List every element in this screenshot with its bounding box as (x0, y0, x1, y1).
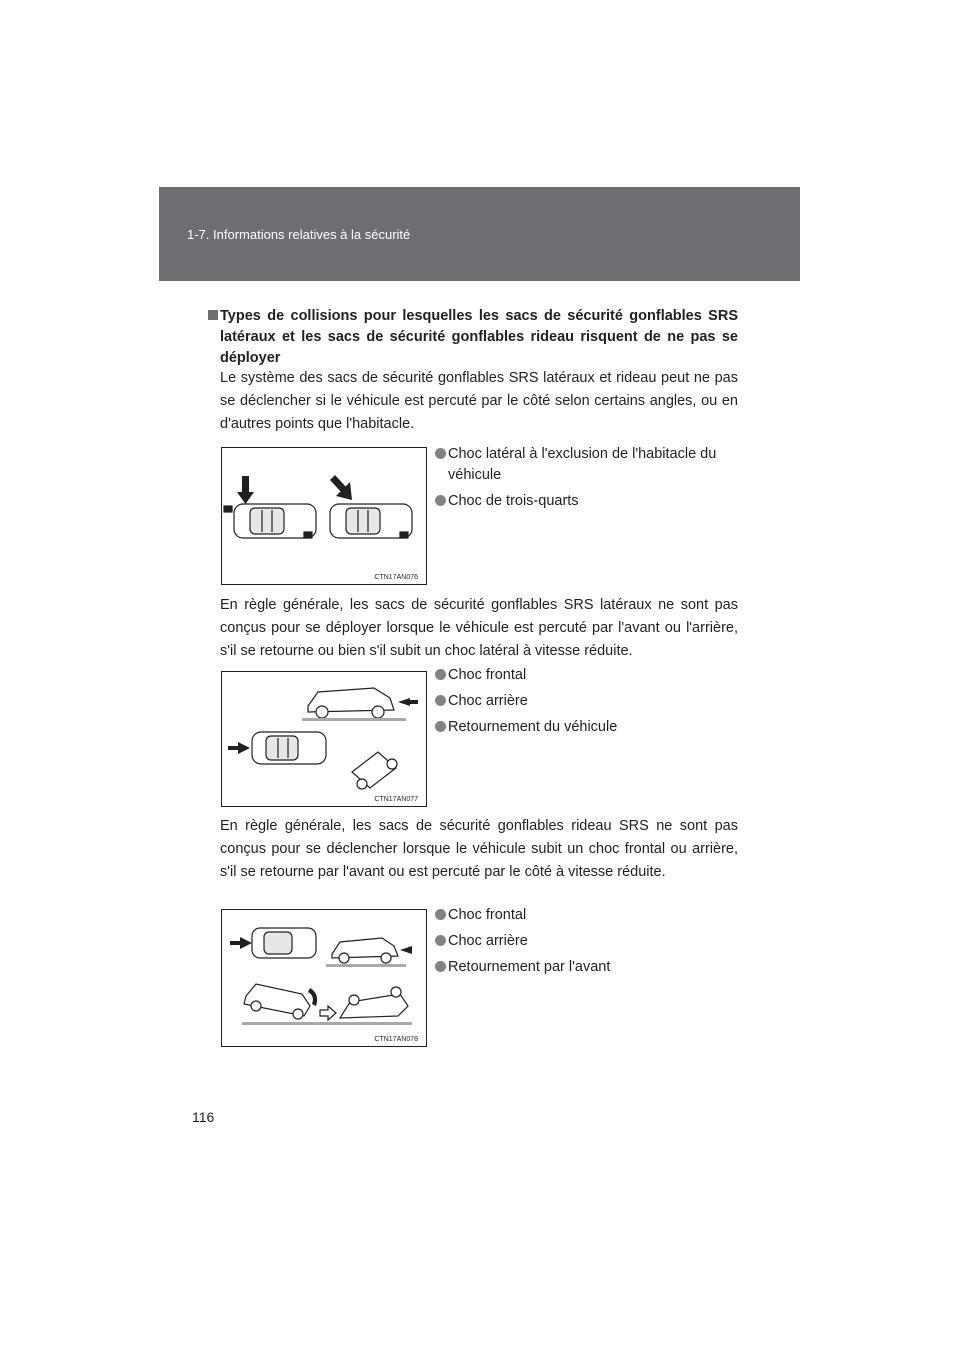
overturned-car-icon (340, 987, 408, 1018)
section-header-bar (159, 187, 800, 281)
list-item: Retournement du véhicule (435, 717, 738, 738)
car-top-view-icon (330, 504, 412, 538)
car-top-view-icon (252, 732, 326, 764)
impact-arrow-icon (228, 742, 250, 754)
impact-arrow-icon (400, 946, 412, 954)
rollover-motion-arrow-icon (308, 988, 317, 1006)
list-item: Choc latéral à l'exclusion de l'habitacle du véhicule (435, 444, 738, 486)
list-item: Choc de trois-quarts (435, 491, 738, 512)
topic-heading (208, 306, 738, 369)
heading-text: Types de collisions pour lesquelles les sacs de sécurité gonflables SRS latéraux et les sacs de sécurité gonflables rideau risquent de ne pas se déployer (220, 308, 738, 366)
figure-code: CTN17AN076 (374, 574, 418, 581)
intro-paragraph: Le système des sacs de sécurité gonflables SRS latéraux et rideau peut ne pas se déclencher si le véhicule est percuté par le côté selon certains angles, ou en d'autres points que l'habitacle. (220, 370, 738, 432)
square-bullet-icon (208, 310, 218, 320)
bullet-dot-icon (435, 909, 446, 920)
paragraph-curtain-airbags: En règle générale, les sacs de sécurité gonflables rideau SRS ne sont pas conçus pour se déclencher lorsque le véhicule subit un choc frontal ou arrière, s'il se retourne par l'avant ou est percuté par le côté à vitesse réduite. (220, 818, 738, 880)
ground-line (242, 1022, 412, 1025)
bullet-dot-icon (435, 669, 446, 680)
bullet-list (435, 444, 738, 517)
car-top-view-icon (252, 928, 316, 958)
bullet-dot-icon (435, 961, 446, 972)
ground-line (326, 964, 406, 967)
impact-arrow-icon (330, 475, 352, 500)
figure-side-impact (221, 447, 427, 585)
page-number: 116 (192, 1109, 215, 1125)
list-item: Choc arrière (435, 691, 738, 712)
list-item: Retournement par l'avant (435, 957, 738, 978)
figure-frontal-rear-forward-rollover (221, 909, 427, 1047)
ground-line (302, 718, 406, 721)
car-top-view-icon (224, 504, 316, 538)
bullet-list (435, 905, 738, 983)
forward-rollover-illustration (222, 910, 426, 1046)
car-side-view-icon (308, 688, 394, 718)
car-side-view-icon (332, 938, 398, 963)
impact-arrow-icon (398, 698, 418, 706)
impact-arrow-icon (237, 476, 254, 504)
paragraph-side-airbags: En règle générale, les sacs de sécurité gonflables SRS latéraux ne sont pas conçus pour se déployer lorsque le véhicule est percuté par l'avant ou l'arrière, s'il se retourne ou bien s'il subit un choc latéral à vitesse réduite. (220, 597, 738, 659)
bullet-dot-icon (435, 695, 446, 706)
bullet-list (435, 665, 738, 743)
figure-frontal-rear-rollover (221, 671, 427, 807)
figure-code: CTN17AN077 (374, 796, 418, 803)
list-item: Choc arrière (435, 931, 738, 952)
impact-arrow-icon (230, 937, 252, 949)
tilting-car-icon (244, 984, 310, 1019)
side-impact-illustration (222, 448, 426, 584)
transition-arrow-icon (320, 1006, 336, 1020)
bullet-dot-icon (435, 935, 446, 946)
frontal-rear-rollover-illustration (222, 672, 426, 806)
bullet-dot-icon (435, 495, 446, 506)
section-title: 1-7. Informations relatives à la sécurité (187, 227, 411, 242)
bullet-dot-icon (435, 448, 446, 459)
figure-code: CTN17AN078 (374, 1036, 418, 1043)
list-item: Choc frontal (435, 665, 738, 686)
list-item: Choc frontal (435, 905, 738, 926)
rollover-car-icon (352, 752, 397, 789)
bullet-dot-icon (435, 721, 446, 732)
